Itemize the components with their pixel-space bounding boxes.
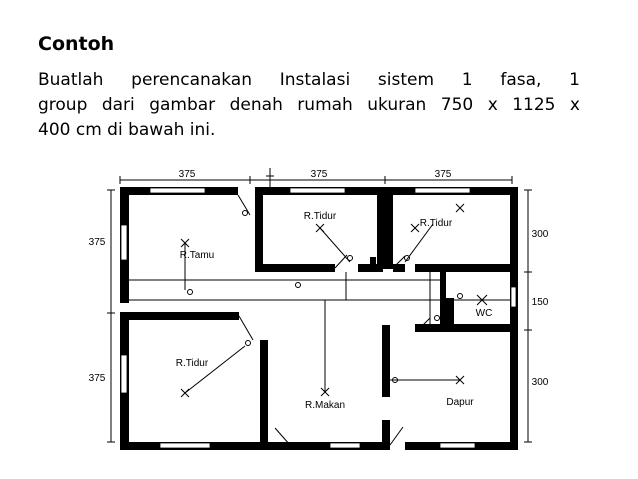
dim-left-1: 375 [88, 237, 106, 248]
dim-right-2: 150 [531, 297, 549, 308]
room-label-tidur-top: R.Tidur [303, 211, 337, 222]
paragraph-line-1: Buatlah perencanakan Instalasi sistem 1 fasa, 1 [38, 70, 580, 90]
dim-right-1: 300 [531, 229, 549, 240]
room-label-wc: WC [475, 308, 493, 319]
slide-title: Contoh [38, 33, 115, 55]
paragraph-line-2: group dari gambar denah rumah ukuran 750 x 1125 x [38, 95, 580, 115]
room-label-dapur: Dapur [446, 397, 474, 408]
room-label-makan: R.Makan [304, 400, 346, 411]
room-label-tamu: R.Tamu [179, 250, 215, 261]
paragraph-line-3: 400 cm di bawah ini. [38, 120, 216, 140]
room-label-tidur-bottom: R.Tidur [175, 358, 209, 369]
dim-left-2: 375 [88, 373, 106, 384]
dim-top-1: 375 [178, 169, 196, 180]
dim-top-3: 375 [434, 169, 452, 180]
dim-top-2: 375 [310, 169, 328, 180]
room-label-tidur-right: R.Tidur [419, 218, 453, 229]
dim-right-3: 300 [531, 377, 549, 388]
